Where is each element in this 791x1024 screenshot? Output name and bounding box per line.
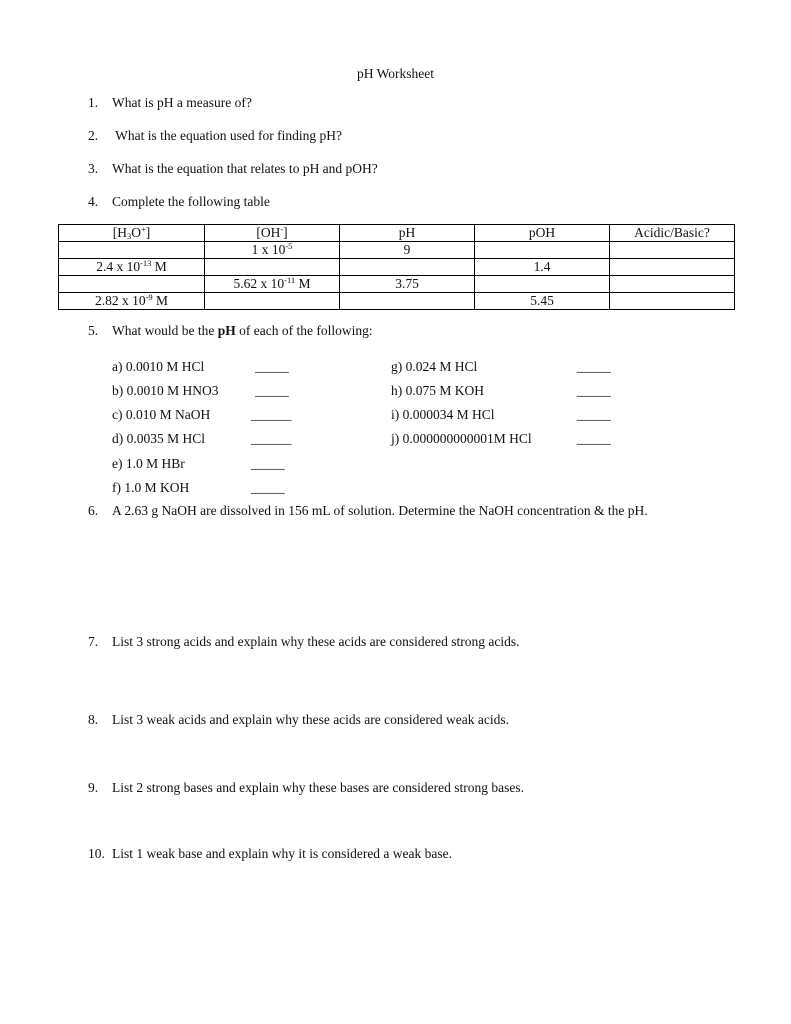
- question-text: List 3 weak acids and explain why these acids are considered weak acids.: [112, 712, 509, 727]
- question-number: 1.: [88, 95, 99, 110]
- question-text: List 1 weak base and explain why it is considered a weak base.: [112, 846, 453, 861]
- cell-h3o: 2.4 x $10^{-13}$ M: [59, 259, 205, 276]
- cell-ph[interactable]: [340, 259, 475, 276]
- table-header-row: [59, 225, 735, 242]
- cell-poh[interactable]: [475, 276, 610, 293]
- cell-h3o[interactable]: [59, 242, 205, 259]
- cell-acidic-basic[interactable]: [610, 293, 735, 310]
- ph-item-label: d) 0.0035 M HCl: [112, 431, 206, 446]
- question-number: 4.: [88, 194, 99, 209]
- question-text: Complete the following table: [112, 194, 270, 209]
- cell-acidic-basic[interactable]: [610, 242, 735, 259]
- cell-poh[interactable]: [475, 242, 610, 259]
- cell-acidic-basic[interactable]: [610, 259, 735, 276]
- question-number: 7.: [88, 634, 99, 649]
- ph-item-label: i) 0.000034 M HCl: [391, 407, 495, 422]
- table-row: [59, 259, 735, 276]
- cell-poh: 1.4: [475, 259, 610, 276]
- question-number: 8.: [88, 712, 99, 727]
- cell-h3o[interactable]: [59, 276, 205, 293]
- question-text: A 2.63 g NaOH are dissolved in 156 mL of solution. Determine the NaOH concentration & the pH.: [112, 503, 648, 518]
- question-text: What is the equation used for finding pH?: [112, 128, 342, 143]
- answer-blank[interactable]: _____: [251, 480, 285, 495]
- cell-h3o: 2.82 x $10^{-9}$ M: [59, 293, 205, 310]
- question-number: 5.: [88, 323, 99, 338]
- cell-ph: 9: [340, 242, 475, 259]
- question-number: 6.: [88, 503, 99, 518]
- ph-item-label: g) 0.024 M HCl: [391, 359, 478, 374]
- answer-blank[interactable]: _____: [577, 383, 611, 398]
- table-row: [59, 293, 735, 310]
- ph-table: [58, 224, 735, 310]
- answer-blank[interactable]: _____: [251, 456, 285, 471]
- ph-item-label: c) 0.010 M NaOH: [112, 407, 211, 422]
- header-ph: pH: [340, 225, 475, 242]
- cell-acidic-basic[interactable]: [610, 276, 735, 293]
- cell-oh[interactable]: [205, 293, 340, 310]
- header-h3o: $[H_3O^+]$: [59, 225, 205, 242]
- question-number: 9.: [88, 780, 99, 795]
- header-acidic-basic: Acidic/Basic?: [610, 225, 735, 242]
- question-number: 2.: [88, 128, 99, 143]
- question-number: 10.: [88, 846, 105, 861]
- header-poh: pOH: [475, 225, 610, 242]
- ph-item-label: a) 0.0010 M HCl: [112, 359, 205, 374]
- ph-item-label: h) 0.075 M KOH: [391, 383, 484, 398]
- page-title: pH Worksheet: [356, 66, 435, 81]
- ph-item-label: f) 1.0 M KOH: [112, 480, 190, 495]
- question-text: What would be the pH of each of the following:: [112, 323, 373, 338]
- ph-item-label: j) 0.000000000001M HCl: [391, 431, 532, 446]
- answer-blank[interactable]: _____: [577, 431, 611, 446]
- ph-item-label: b) 0.0010 M HNO3: [112, 383, 219, 398]
- question-text: What is the equation that relates to pH and pOH?: [112, 161, 378, 176]
- cell-oh: 5.62 x $10^{-11}$ M: [205, 276, 340, 293]
- cell-oh: 1 x $10^{-5}$: [205, 242, 340, 259]
- ph-item-label: e) 1.0 M HBr: [112, 456, 185, 471]
- question-number: 3.: [88, 161, 99, 176]
- answer-blank[interactable]: ______: [251, 431, 292, 446]
- answer-blank[interactable]: _____: [255, 359, 289, 374]
- answer-blank[interactable]: _____: [577, 359, 611, 374]
- question-text: List 3 strong acids and explain why these acids are considered strong acids.: [112, 634, 520, 649]
- question-text: What is pH a measure of?: [112, 95, 252, 110]
- header-oh: [OH-]: [205, 225, 340, 242]
- answer-blank[interactable]: _____: [577, 407, 611, 422]
- answer-blank[interactable]: _____: [255, 383, 289, 398]
- answer-blank[interactable]: ______: [251, 407, 292, 422]
- cell-oh[interactable]: [205, 259, 340, 276]
- question-text: List 2 strong bases and explain why these bases are considered strong bases.: [112, 780, 525, 795]
- cell-ph[interactable]: [340, 293, 475, 310]
- cell-poh: 5.45: [475, 293, 610, 310]
- table-row: [59, 242, 735, 259]
- cell-ph: 3.75: [340, 276, 475, 293]
- table-row: [59, 276, 735, 293]
